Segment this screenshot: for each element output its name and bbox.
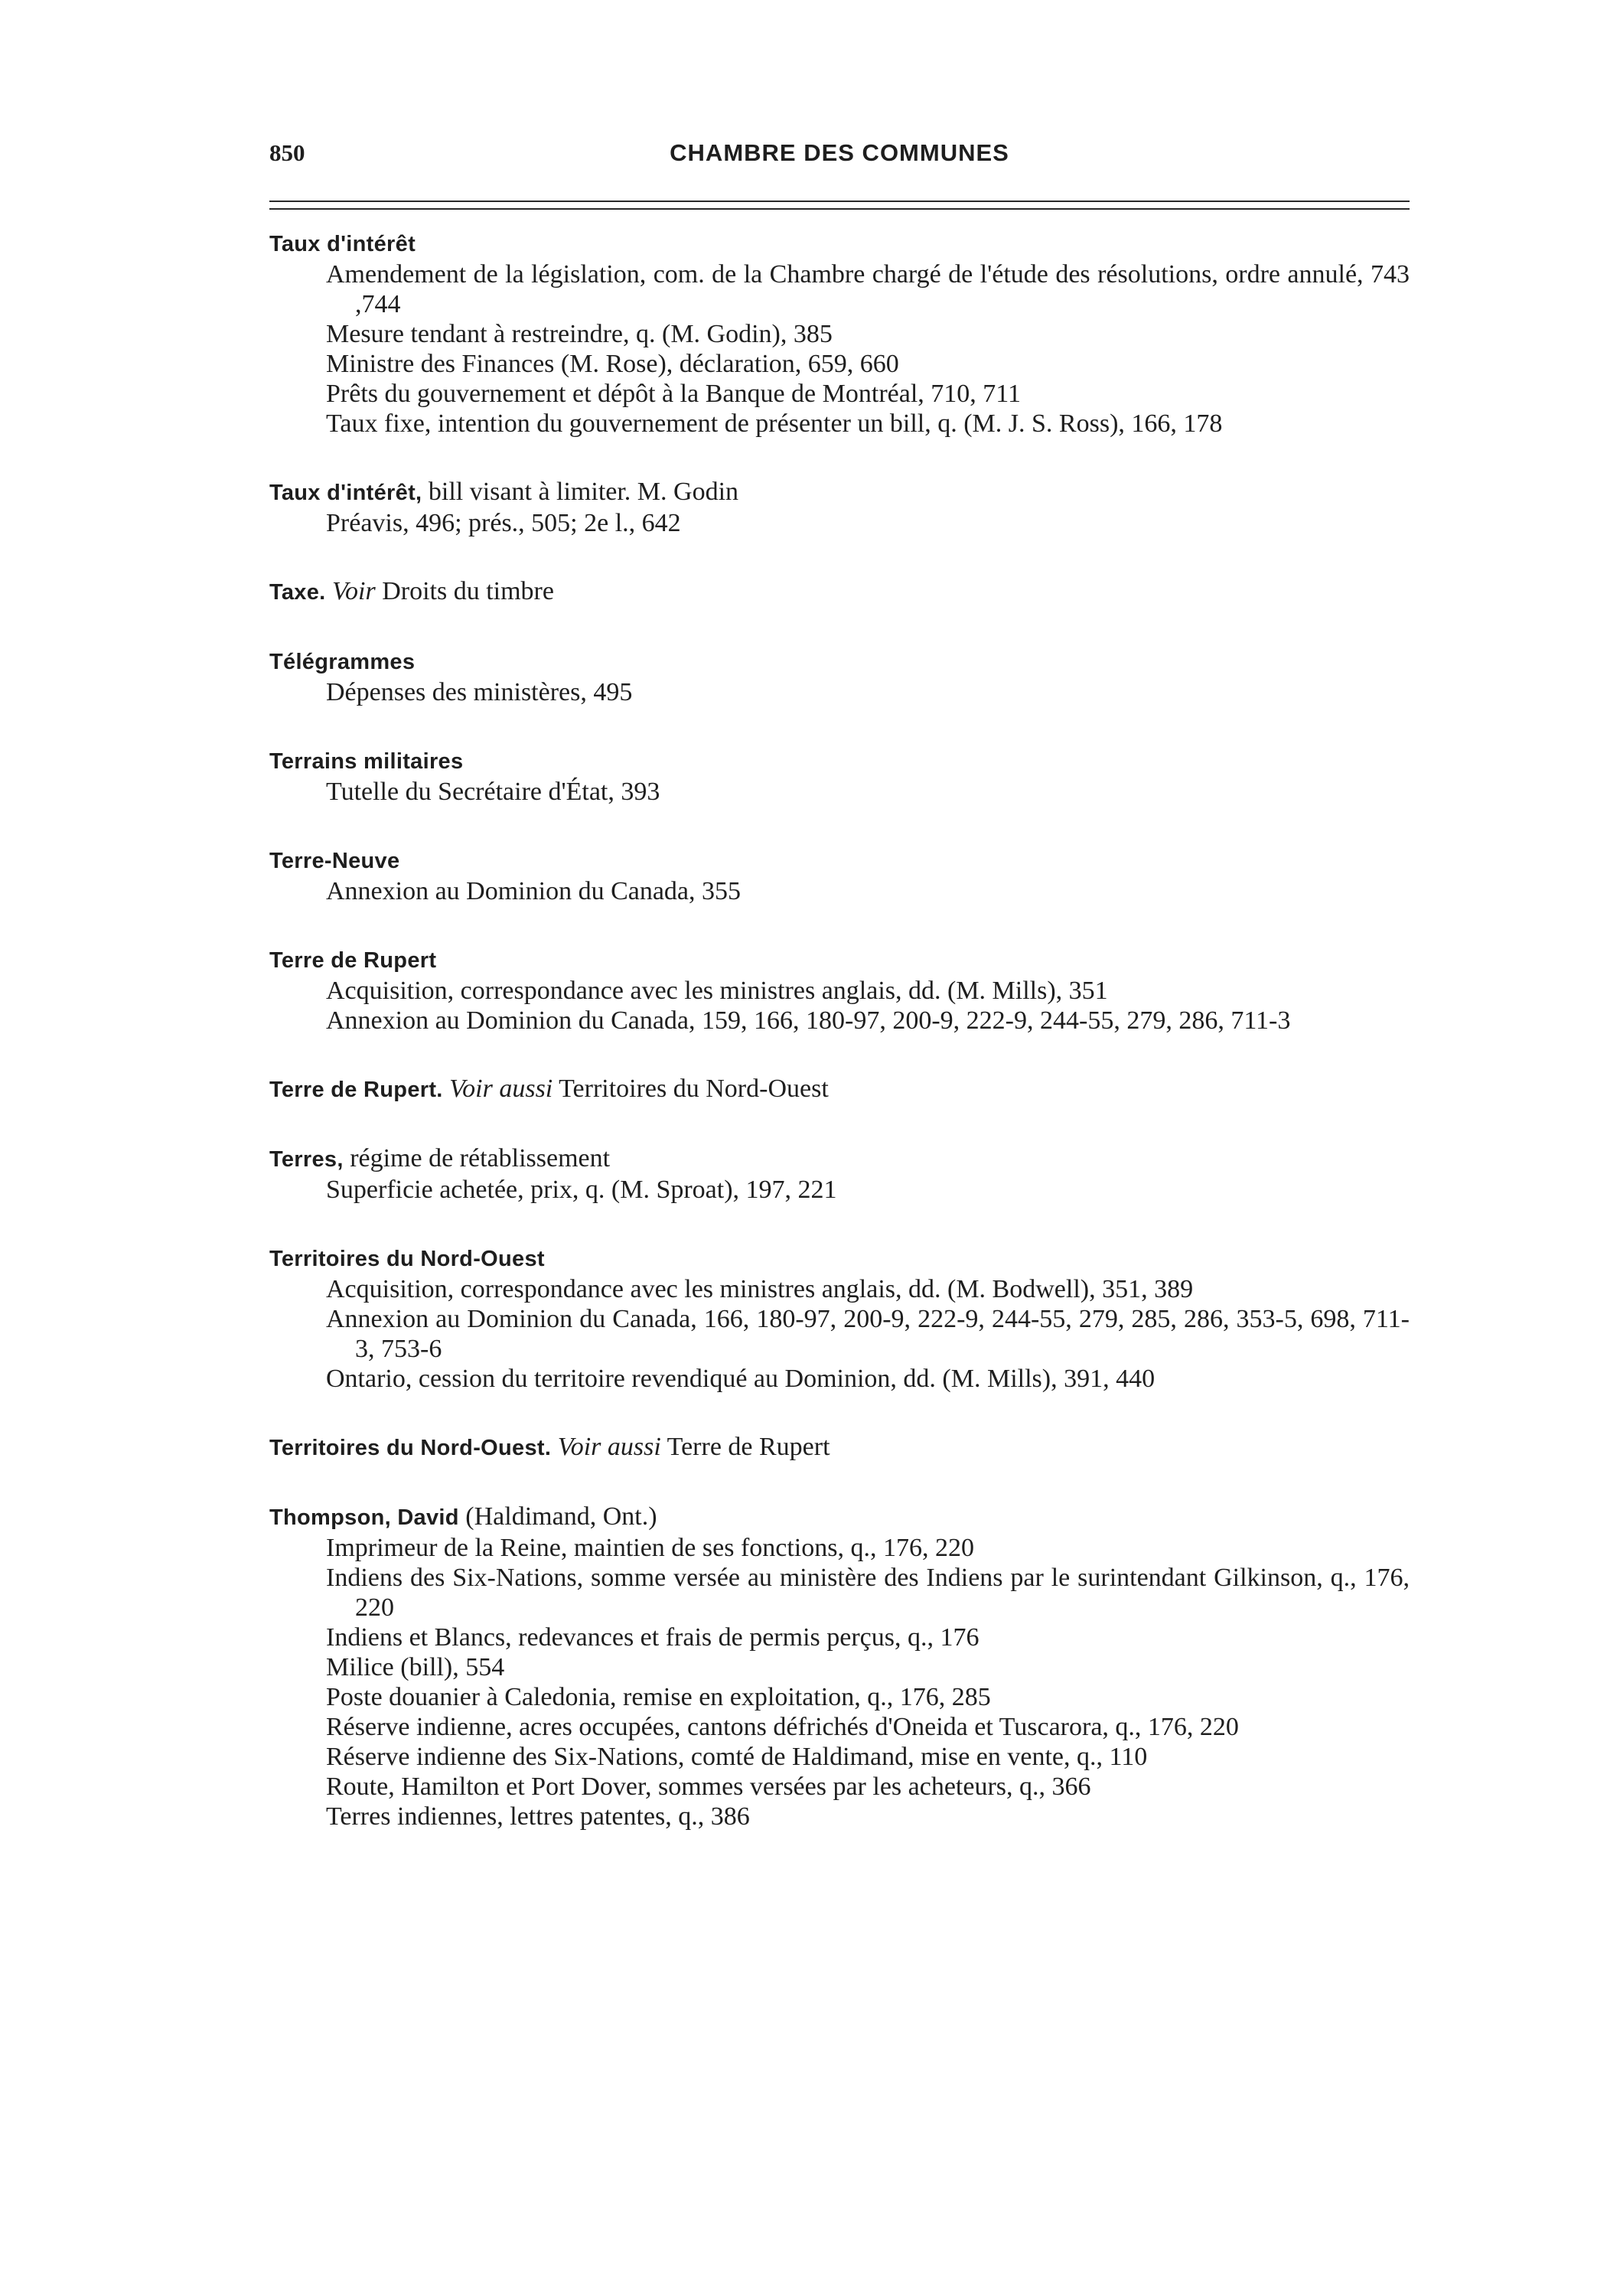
sub-entry: Taux fixe, intention du gouvernement de présenter un bill, q. (M. J. S. Ross), 166, 178	[326, 409, 1223, 438]
entry-heading	[269, 1243, 1410, 1274]
index-list	[269, 228, 1410, 1870]
index-entry	[269, 745, 1410, 807]
running-title: CHAMBRE DES COMMUNES	[670, 139, 1009, 166]
entry-term: Terre de Rupert	[269, 948, 437, 973]
entry-term: Terre de Rupert.	[269, 1078, 443, 1102]
sub-entry: Indiens des Six-Nations, somme versée au ministère des Indiens par le surintendant Gilkinson, q., 176, 220	[326, 1564, 1410, 1622]
entry-heading	[269, 576, 1410, 608]
entry-term: Taux d'intérêt	[269, 232, 416, 256]
index-entry	[269, 1143, 1410, 1205]
sub-entry: Annexion au Dominion du Canada, 355	[326, 877, 742, 905]
index-entry	[269, 646, 1410, 707]
sub-entry: Ontario, cession du territoire revendiqué au Dominion, dd. (M. Mills), 391, 440	[326, 1365, 1156, 1393]
entry-term: Terres,	[269, 1147, 344, 1172]
entry-heading	[269, 228, 1410, 259]
sub-entry: Acquisition, correspondance avec les ministres anglais, dd. (M. Mills), 351	[326, 977, 1108, 1005]
page-number: 850	[269, 139, 305, 166]
sub-entry: Route, Hamilton et Port Dover, sommes versées par les acheteurs, q., 366	[326, 1773, 1091, 1801]
entry-qualifier: régime de rétablissement	[343, 1144, 611, 1172]
see-also-label: Voir	[325, 577, 376, 605]
sub-entry: Réserve indienne des Six-Nations, comté de Haldimand, mise en vente, q., 110	[326, 1743, 1148, 1771]
index-entry	[269, 1074, 1410, 1105]
sub-entry: Ministre des Finances (M. Rose), déclaration, 659, 660	[326, 350, 899, 378]
see-also-label: Voir aussi	[442, 1075, 553, 1103]
sub-entry: Acquisition, correspondance avec les ministres anglais, dd. (M. Bodwell), 351, 389	[326, 1275, 1194, 1303]
sub-entry: Mesure tendant à restreindre, q. (M. Godin), 385	[326, 320, 833, 348]
entry-qualifier: Territoires du Nord-Ouest	[553, 1075, 829, 1103]
index-entry	[269, 576, 1410, 608]
sub-entry: Amendement de la législation, com. de la Chambre chargé de l'étude des résolutions, ordre annulé, 743 ,744	[326, 260, 1410, 318]
entry-heading	[269, 1502, 1410, 1533]
entry-term: Terrains militaires	[269, 749, 464, 774]
entry-heading	[269, 646, 1410, 677]
entry-term: Terre-Neuve	[269, 849, 400, 873]
entry-heading	[269, 745, 1410, 777]
index-entry	[269, 1243, 1410, 1394]
entry-heading	[269, 1074, 1410, 1105]
entry-heading	[269, 845, 1410, 876]
entry-qualifier: Terre de Rupert	[660, 1433, 830, 1461]
entry-heading	[269, 944, 1410, 976]
index-entry	[269, 228, 1410, 439]
sub-entry: Imprimeur de la Reine, maintien de ses fonctions, q., 176, 220	[326, 1534, 974, 1562]
sub-entry: Poste douanier à Caledonia, remise en exploitation, q., 176, 285	[326, 1683, 991, 1711]
sub-entry: Terres indiennes, lettres patentes, q., 386	[326, 1802, 750, 1831]
entry-term: Territoires du Nord-Ouest.	[269, 1436, 552, 1460]
index-entry	[269, 1502, 1410, 1831]
entry-term: Thompson, David	[269, 1505, 459, 1530]
index-entry	[269, 477, 1410, 538]
sub-entry: Annexion au Dominion du Canada, 159, 166, 180-97, 200-9, 222-9, 244-55, 279, 286, 711-3	[326, 1006, 1291, 1035]
entry-term: Territoires du Nord-Ouest	[269, 1247, 545, 1271]
entry-qualifier: Droits du timbre	[375, 577, 554, 605]
header-rule-bottom	[269, 208, 1410, 210]
sub-entry: Prêts du gouvernement et dépôt à la Banque de Montréal, 710, 711	[326, 380, 1022, 408]
sub-entry: Préavis, 496; prés., 505; 2e l., 642	[326, 509, 681, 537]
sub-entry: Superficie achetée, prix, q. (M. Sproat), 197, 221	[326, 1176, 837, 1204]
entry-qualifier: (Haldimand, Ont.)	[458, 1502, 657, 1531]
index-entry	[269, 944, 1410, 1035]
entry-heading	[269, 1432, 1410, 1463]
sub-entry: Annexion au Dominion du Canada, 166, 180-97, 200-9, 222-9, 244-55, 279, 285, 286, 353-5, 698, 711-3, 753-6	[326, 1305, 1410, 1363]
entry-qualifier: bill visant à limiter. M. Godin	[422, 478, 739, 506]
entry-heading	[269, 477, 1410, 508]
sub-entry: Tutelle du Secrétaire d'État, 393	[326, 778, 660, 806]
sub-entry: Milice (bill), 554	[326, 1653, 505, 1681]
sub-entry: Réserve indienne, acres occupées, cantons défrichés d'Oneida et Tuscarora, q., 176, 220	[326, 1713, 1239, 1741]
index-entry	[269, 1432, 1410, 1463]
entry-term: Taux d'intérêt,	[269, 481, 422, 505]
header-rule-top	[269, 201, 1410, 202]
page-header	[269, 139, 1410, 176]
see-also-label: Voir aussi	[551, 1433, 661, 1461]
entry-heading	[269, 1143, 1410, 1175]
entry-term: Télégrammes	[269, 650, 416, 674]
entry-term: Taxe.	[269, 580, 326, 605]
index-entry	[269, 845, 1410, 906]
sub-entry: Dépenses des ministères, 495	[326, 678, 633, 706]
sub-entry: Indiens et Blancs, redevances et frais de permis perçus, q., 176	[326, 1623, 980, 1652]
